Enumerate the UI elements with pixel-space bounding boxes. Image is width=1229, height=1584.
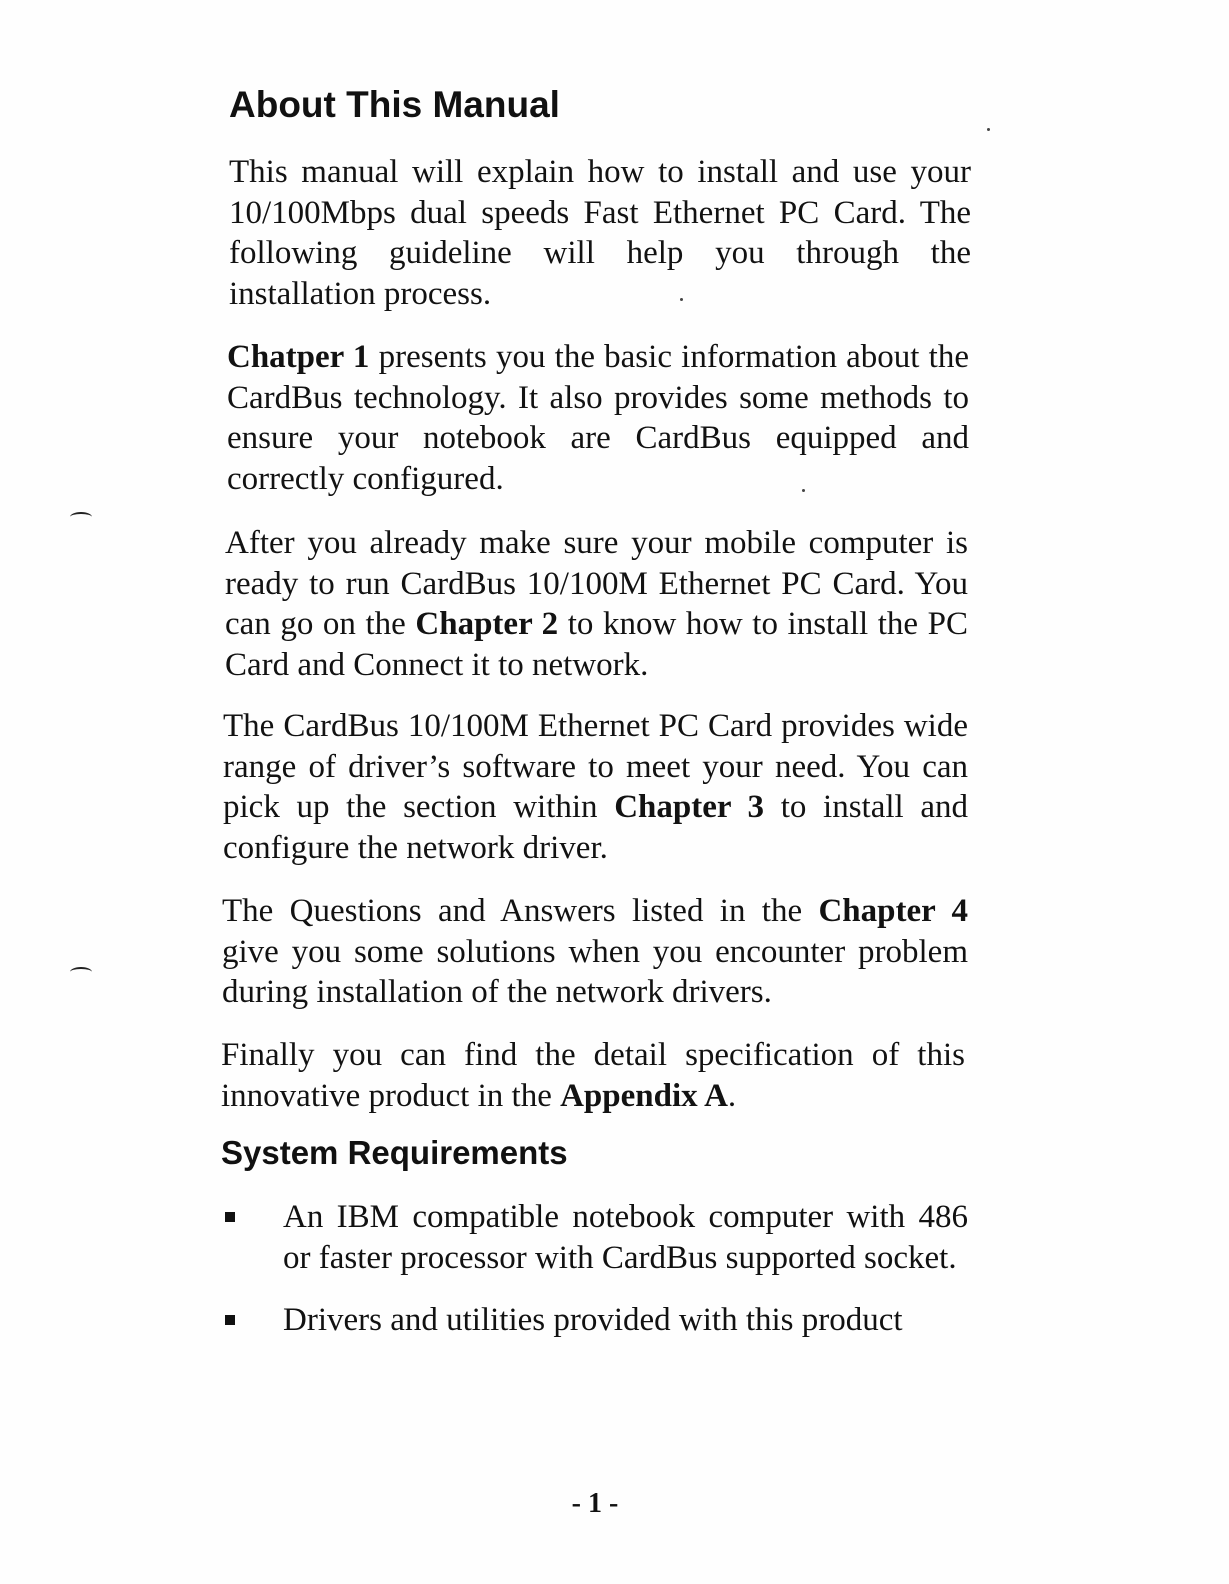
chapter3-text-after: to install and configure the network driver. bbox=[223, 789, 968, 866]
chapter4-text-before: The Questions and Answers listed in the bbox=[222, 893, 819, 929]
chapter2-paragraph bbox=[225, 523, 968, 685]
chapter3-label: Chapter 3 bbox=[614, 789, 765, 825]
chapter3-text-before: The CardBus 10/100M Ethernet PC Card provides wide range of driver’s software to meet your need. You can pick up the section within bbox=[223, 708, 968, 825]
requirements-list bbox=[222, 1197, 968, 1362]
scan-mark bbox=[70, 512, 92, 522]
chapter4-text-after: give you some solutions when you encounter problem during installation of the network drivers. bbox=[222, 933, 968, 1010]
chapter4-label: Chapter 4 bbox=[818, 893, 968, 929]
chapter2-text-before: After you already make sure your mobile computer is ready to run CardBus 10/100M Ethernet PC Card. You can go on the bbox=[225, 525, 968, 642]
page-number: - 1 - bbox=[571, 1488, 619, 1519]
scan-speck bbox=[987, 128, 990, 131]
requirement-text: Drivers and utilities provided with this product bbox=[283, 1302, 903, 1338]
chapter1-paragraph bbox=[227, 337, 969, 499]
list-item bbox=[222, 1300, 968, 1341]
square-bullet-icon bbox=[225, 1315, 235, 1325]
requirement-text: An IBM compatible notebook computer with 486 or faster processor with CardBus supported socket. bbox=[283, 1199, 968, 1276]
scan-speck bbox=[680, 298, 683, 301]
chapter2-label: Chapter 2 bbox=[415, 606, 559, 642]
chapter3-paragraph bbox=[223, 706, 968, 868]
scan-mark bbox=[70, 967, 92, 977]
square-bullet-icon bbox=[225, 1212, 235, 1222]
scan-speck bbox=[802, 489, 805, 492]
chapter2-text-after: to know how to install the PC Card and Connect it to network. bbox=[225, 606, 969, 683]
appendix-text-after: . bbox=[727, 1077, 737, 1114]
chapter1-label: Chatper 1 bbox=[227, 339, 370, 375]
intro-paragraph: This manual will explain how to install and use your 10/100Mbps dual speeds Fast Ethernet PC Card. The following guideline will help you through the installation process. bbox=[229, 154, 971, 312]
appendix-label: Appendix A bbox=[560, 1077, 728, 1114]
list-item bbox=[222, 1197, 968, 1279]
appendix-text-before: Finally you can find the detail specification of this innovative product in the bbox=[221, 1037, 965, 1114]
appendix-paragraph bbox=[221, 1035, 965, 1116]
system-requirements-heading: System Requirements bbox=[221, 1134, 568, 1171]
chapter1-text: presents you the basic information about the CardBus technology. It also provides some methods to ensure your notebook are CardBus equipped and correctly configured. bbox=[227, 339, 969, 497]
page-title: About This Manual bbox=[229, 84, 560, 125]
chapter4-paragraph bbox=[222, 891, 968, 1013]
